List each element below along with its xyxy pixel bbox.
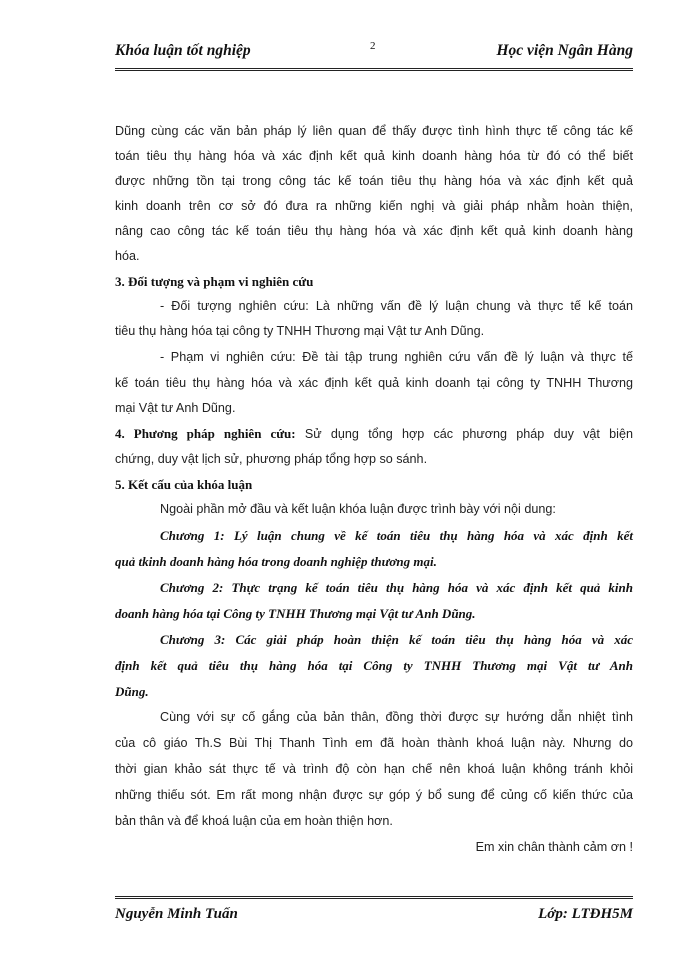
body-line: được những tồn tại trong công tác kế toán tiêu thụ hàng hóa và xác định kết quả (115, 174, 633, 188)
page-number: 2 (370, 40, 376, 52)
section-4-line (115, 426, 633, 442)
body-line: Ngoài phần mở đầu và kết luận khóa luận được trình bày với nội dung: (160, 502, 556, 516)
section-3-heading: 3. Đối tượng và phạm vi nghiên cứu (115, 274, 314, 289)
footer-class: Lớp: LTĐH5M (538, 906, 633, 922)
header-thesis-title: Khóa luận tốt nghiệp (115, 42, 251, 59)
body-line: - Đối tượng nghiên cứu: Là những vấn đề lý luận chung và thực tế kế toán (160, 299, 633, 313)
page-header (115, 40, 633, 71)
section-4-text: Sử dụng tổng hợp các phương pháp duy vật biện (295, 427, 633, 441)
chapter-2: Chương 2: Thực trạng kế toán tiêu thụ hàng hóa và xác định kết quả kinh (160, 580, 633, 595)
chapter-2-cont: doanh hàng hóa tại Công ty TNHH Thương mại Vật tư Anh Dũng. (115, 606, 476, 621)
body-line: những thiếu sót. Em rất mong nhận được sự góp ý bổ sung để củng cố kiến thức của (115, 788, 633, 802)
chapter-1-cont: quả tkinh doanh hàng hóa trong doanh nghiệp thương mại. (115, 554, 437, 569)
body-line: Cùng với sự cố gắng của bản thân, đồng thời được sự hướng dẫn nhiệt tình (160, 710, 633, 724)
body-line: Dũng cùng các văn bản pháp lý liên quan để thấy được tình hình thực tế công tác kế (115, 124, 633, 138)
body-line: chứng, duy vật lịch sử, phương pháp tổng hợp so sánh. (115, 452, 428, 466)
body-line: bản thân và để khoá luận của em hoàn thiện hơn. (115, 814, 393, 828)
body-line: của cô giáo Th.S Bùi Thị Thanh Tình em đã hoàn thành khoá luận này. Nhưng do (115, 736, 633, 750)
body-line: tiêu thụ hàng hóa tại công ty TNHH Thương mại Vật tư Anh Dũng. (115, 324, 485, 338)
body-line: thời gian khảo sát thực tế và trình độ còn hạn chế nên khoá luận không tránh khỏi (115, 762, 633, 776)
body-line: hóa. (115, 249, 140, 263)
thanks-line: Em xin chân thành cảm ơn ! (475, 840, 633, 854)
body-line: nâng cao công tác kế toán tiêu thụ hàng hóa và xác định kết quả kinh doanh hàng (115, 224, 633, 238)
footer-author: Nguyễn Minh Tuấn (115, 906, 238, 922)
chapter-3-end: Dũng. (115, 684, 149, 699)
chapter-1: Chương 1: Lý luận chung về kế toán tiêu thụ hàng hóa và xác định kết (160, 528, 633, 543)
body-line: kế toán tiêu thụ hàng hóa và xác định kết quả kinh doanh tại công ty TNHH Thương (115, 376, 633, 390)
header-institution: Học viện Ngân Hàng (496, 42, 633, 59)
chapter-3-cont: định kết quả tiêu thụ hàng hóa tại Công ty TNHH Thương mại Vật tư Anh (115, 658, 633, 673)
section-5-heading: 5. Kết cấu của khóa luận (115, 477, 253, 492)
page-footer (115, 896, 633, 922)
body-line: - Phạm vi nghiên cứu: Đề tài tập trung nghiên cứu vấn đề lý luận và thực tế (160, 350, 633, 364)
body-line: toán tiêu thụ hàng hóa và xác định kết quả kinh doanh hàng hóa từ đó có thể biết (115, 149, 633, 163)
body-line: mại Vật tư Anh Dũng. (115, 401, 236, 415)
body-line: kinh doanh trên cơ sở đó đưa ra những kiến nghị và giải pháp nhằm hoàn thiện, (115, 199, 633, 213)
chapter-3: Chương 3: Các giải pháp hoàn thiện kế toán tiêu thụ hàng hóa và xác (160, 632, 633, 647)
section-4-heading: 4. Phương pháp nghiên cứu: (115, 426, 296, 441)
